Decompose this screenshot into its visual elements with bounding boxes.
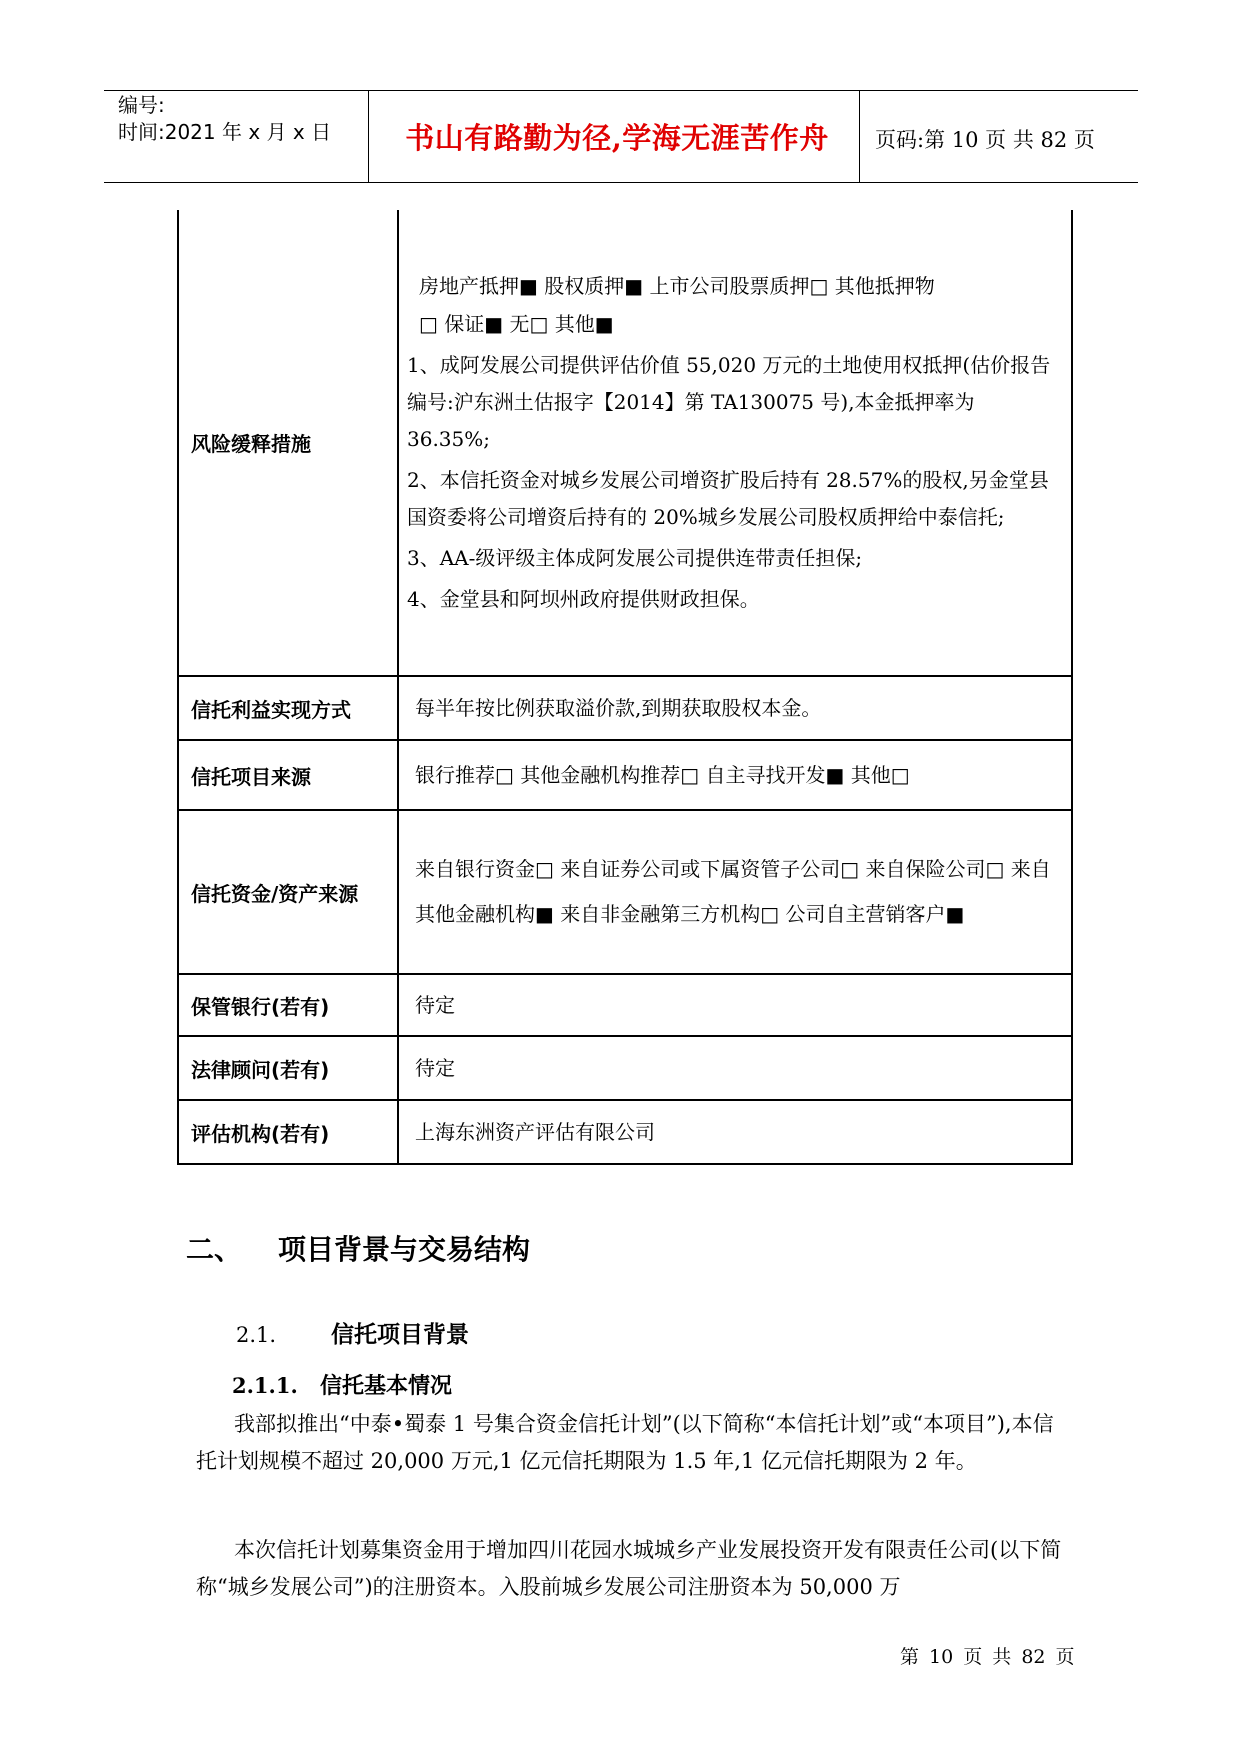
subsubsection-heading-number: 2.1.1. (232, 1373, 298, 1398)
risk-options-line2: □ 保证■ 无□ 其他■ (419, 312, 614, 336)
row-value: 待定 (398, 1036, 1072, 1100)
row-label: 评估机构(若有) (178, 1100, 398, 1164)
table-row-risk (178, 210, 1072, 676)
header-motto: 书山有路勤为径,学海无涯苦作舟 (405, 121, 829, 155)
row-value: 来自银行资金□ 来自证券公司或下属资管子公司□ 来自保险公司□ 来自其他金融机构■ 来自非金融第三方机构□ 公司自主营销客户■ (398, 810, 1072, 974)
header-number-label: 编号: (118, 93, 165, 117)
risk-item-1: 1、成阿发展公司提供评估价值 55,020 万元的土地使用权抵押(估价报告编号:沪东洲土估报字【2014】第 TA130075 号),本金抵押率为 36.35%; (407, 353, 1051, 451)
row-label: 信托利益实现方式 (178, 676, 398, 740)
header-meta (118, 92, 331, 146)
risk-item-4: 4、金堂县和阿坝州政府提供财政担保。 (407, 587, 760, 611)
header-top-rule (104, 90, 1138, 91)
header-page-info: 页码:第 10 页 共 82 页 (875, 128, 1095, 152)
row-label: 信托项目来源 (178, 740, 398, 810)
row-label: 信托资金/资产来源 (178, 810, 398, 974)
subsection-heading-number: 2.1. (236, 1323, 277, 1347)
table-row (178, 1036, 1072, 1100)
subsection-heading (236, 1316, 469, 1349)
risk-options-line1: 房地产抵押■ 股权质押■ 上市公司股票质押□ 其他抵押物 (419, 274, 935, 298)
header-bottom-rule (104, 182, 1138, 183)
row-value: 每半年按比例获取溢价款,到期获取股权本金。 (398, 676, 1072, 740)
table-row (178, 974, 1072, 1036)
subsection-heading-text: 信托项目背景 (331, 1322, 469, 1348)
header-divider-left (368, 90, 369, 182)
section-heading (186, 1228, 530, 1268)
section-heading-number: 二、 (186, 1233, 243, 1266)
risk-value (398, 210, 1072, 676)
table-row (178, 1100, 1072, 1164)
trust-info-table (177, 210, 1073, 1165)
header-time-label: 时间:2021 年 x 月 x 日 (118, 120, 332, 144)
paragraph-1: 我部拟推出“中泰•蜀泰 1 号集合资金信托计划”(以下简称“本信托计划”或“本项目”),本信托计划规模不超过 20,000 万元,1 亿元信托期限为 1.5 年,1 亿元信托期限为 2 年。 (196, 1412, 1054, 1473)
table-row (178, 676, 1072, 740)
subsubsection-heading-text: 信托基本情况 (320, 1374, 453, 1399)
row-label: 法律顾问(若有) (178, 1036, 398, 1100)
table-row (178, 810, 1072, 974)
risk-item-2: 2、本信托资金对城乡发展公司增资扩股后持有 28.57%的股权,另金堂县国资委将公司增资后持有的 20%城乡发展公司股权质押给中泰信托; (407, 468, 1049, 529)
table-row (178, 740, 1072, 810)
risk-label: 风险缓释措施 (178, 210, 398, 676)
row-value: 待定 (398, 974, 1072, 1036)
subsubsection-heading (232, 1369, 452, 1400)
row-value: 银行推荐□ 其他金融机构推荐□ 自主寻找开发■ 其他□ (398, 740, 1072, 810)
row-label: 保管银行(若有) (178, 974, 398, 1036)
paragraph-2: 本次信托计划募集资金用于增加四川花园水城城乡产业发展投资开发有限责任公司(以下简称“城乡发展公司”)的注册资本。入股前城乡发展公司注册资本为 50,000 万 (196, 1538, 1062, 1599)
section-heading-text: 项目背景与交易结构 (278, 1233, 531, 1266)
footer-page-number: 第 10 页 共 82 页 (900, 1646, 1075, 1668)
row-value: 上海东洲资产评估有限公司 (398, 1100, 1072, 1164)
risk-item-3: 3、AA-级评级主体成阿发展公司提供连带责任担保; (407, 546, 863, 570)
